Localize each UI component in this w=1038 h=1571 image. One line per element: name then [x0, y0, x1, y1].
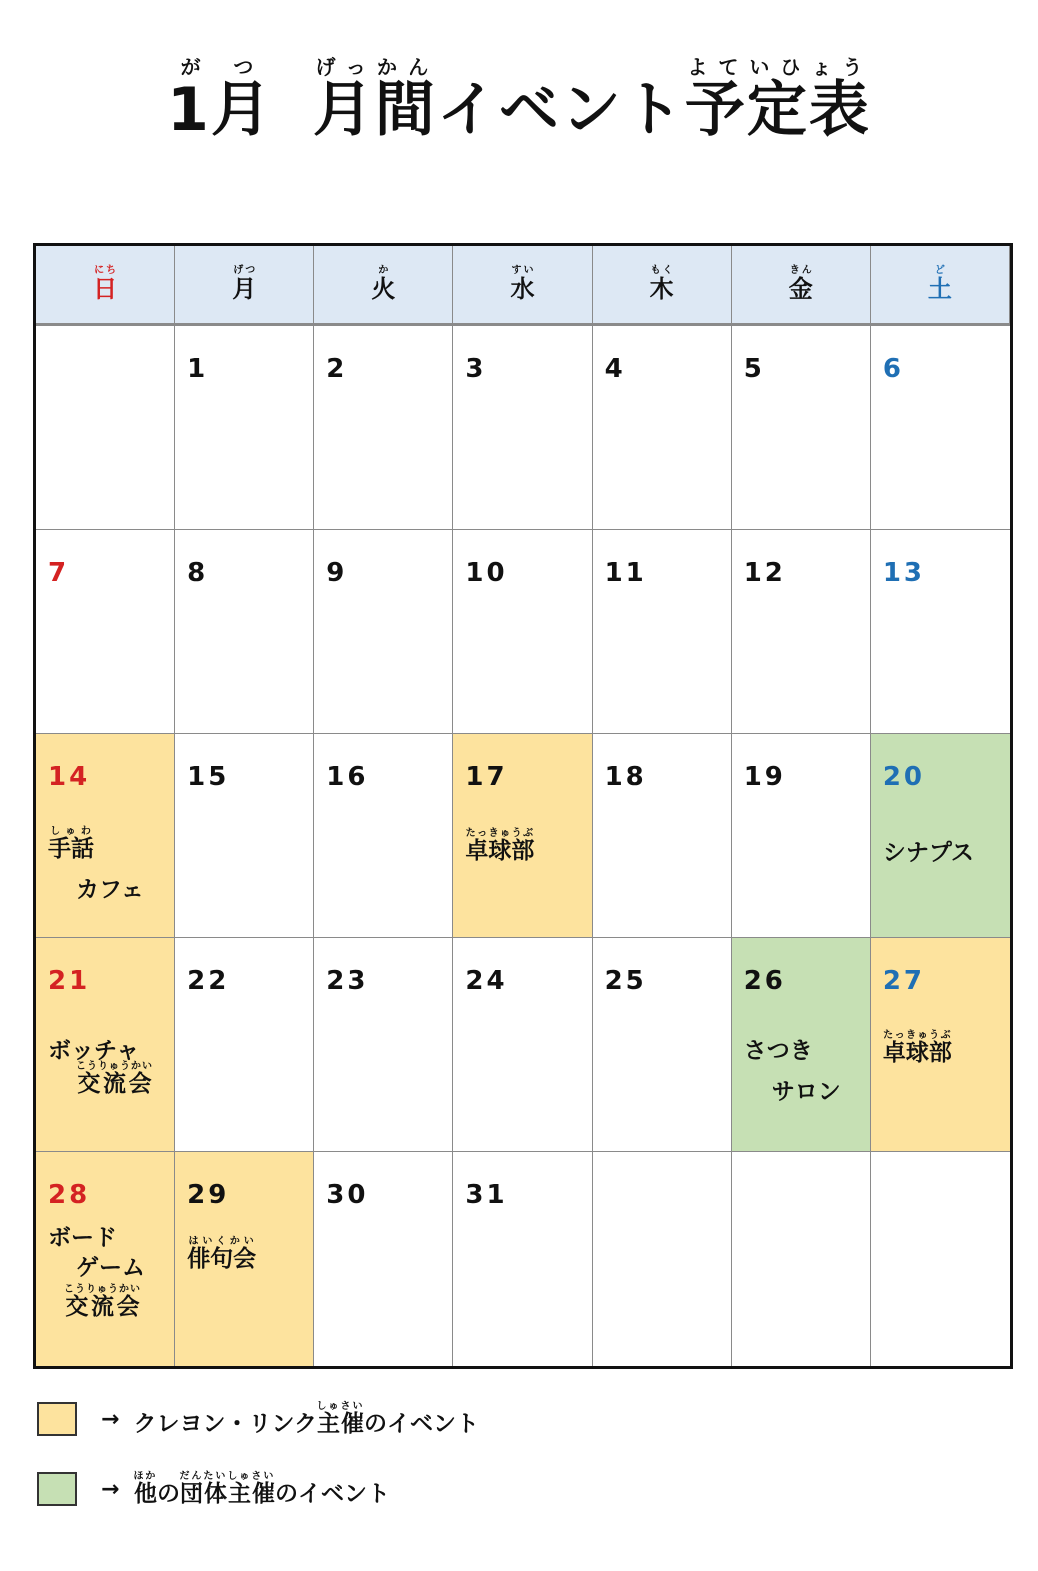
day-number: 5	[743, 354, 765, 384]
legend-swatch-green	[37, 1472, 77, 1506]
day-cell-9	[314, 530, 453, 734]
event-reading: たっきゅうぶ	[882, 1030, 952, 1041]
legend	[37, 1384, 737, 1524]
legend-text-part: 他	[133, 1480, 158, 1507]
day-number: 24	[465, 966, 508, 996]
day-number: 27	[882, 966, 926, 996]
day-cell-24	[453, 938, 592, 1152]
day-number: 28	[48, 1180, 91, 1210]
calendar-grid	[33, 243, 1013, 1369]
event-text: 卓球部	[465, 838, 535, 864]
event-synapse	[883, 838, 1010, 869]
day-cell-13	[871, 530, 1010, 734]
weekday-label: 水	[510, 275, 535, 303]
legend-text-part: のイベント	[274, 1480, 390, 1507]
day-number: 16	[326, 762, 369, 792]
day-number: 8	[187, 558, 209, 588]
day-number: 10	[465, 558, 508, 588]
legend-text-crayon-link	[133, 1401, 479, 1438]
day-cell-22	[175, 938, 314, 1152]
day-number: 17	[465, 762, 508, 792]
day-number: 9	[326, 558, 348, 588]
event-haikukai	[187, 1236, 313, 1275]
day-number: 19	[743, 762, 786, 792]
weekday-header-sat	[871, 246, 1010, 326]
day-cell-23	[314, 938, 453, 1152]
day-number: 11	[604, 558, 647, 588]
day-cell-11	[593, 530, 732, 734]
title-word1	[312, 55, 437, 145]
weekday-label: 木	[649, 275, 674, 303]
title-month	[167, 55, 273, 145]
day-number: 29	[187, 1180, 230, 1210]
legend-text-part: クレヨン・リンク	[133, 1410, 317, 1437]
weekday-reading: すい	[510, 265, 535, 276]
day-number: 4	[604, 354, 626, 384]
legend-reading: しゅさい	[316, 1400, 365, 1412]
day-cell-31	[453, 1152, 592, 1366]
weekday-header-mon	[175, 246, 314, 326]
title-word3-text: 予定表	[684, 75, 871, 145]
day-number: 15	[187, 762, 230, 792]
legend-text-other-group	[133, 1471, 390, 1508]
page-title-wrap	[0, 56, 1038, 148]
legend-row-other-group	[37, 1454, 737, 1524]
weekday-header-sun	[36, 246, 175, 326]
title-month-reading: がつ	[167, 55, 273, 79]
day-cell-16	[314, 734, 453, 938]
event-text: 俳句会	[187, 1246, 257, 1272]
event-text: 手話	[48, 836, 94, 862]
day-cell-3	[453, 326, 592, 530]
day-cell-20	[871, 734, 1010, 938]
day-cell-15	[175, 734, 314, 938]
day-cell-12	[732, 530, 871, 734]
event-text: サロン	[771, 1079, 841, 1106]
weekday-header-thu	[593, 246, 732, 326]
legend-text-part: 主催	[316, 1410, 365, 1437]
legend-reading: だんたいしゅさい	[179, 1470, 276, 1482]
weekday-reading: げつ	[232, 265, 257, 276]
event-takkyubu-2	[883, 1030, 1010, 1069]
weekday-reading: か	[371, 265, 396, 276]
title-month-text: 1月	[167, 75, 273, 145]
event-reading: たっきゅうぶ	[465, 828, 535, 839]
legend-reading: ほか	[133, 1470, 158, 1482]
day-number: 21	[48, 966, 91, 996]
day-number: 6	[882, 354, 904, 384]
weekday-label: 日	[93, 275, 118, 303]
day-cell-17	[453, 734, 592, 938]
day-cell-30	[314, 1152, 453, 1366]
weekday-reading: ど	[927, 265, 952, 276]
day-number: 13	[882, 558, 926, 588]
event-text: カフェ	[76, 877, 144, 904]
day-cell-25	[593, 938, 732, 1152]
event-text: 交流会	[76, 1071, 153, 1097]
weekday-label: 土	[927, 275, 952, 303]
event-shuwa-cafe	[48, 826, 174, 906]
page-title	[0, 56, 1038, 148]
title-word1-reading: げっかん	[312, 55, 437, 79]
day-cell-4	[593, 326, 732, 530]
day-cell-29	[175, 1152, 314, 1366]
day-number: 23	[326, 966, 369, 996]
event-text: 交流会	[64, 1293, 141, 1320]
day-cell-empty	[871, 1152, 1010, 1366]
day-cell-7	[36, 530, 175, 734]
day-cell-26	[732, 938, 871, 1152]
day-number: 26	[743, 966, 786, 996]
legend-text-part: 団体主催	[179, 1480, 276, 1507]
event-text: さつき	[743, 1038, 813, 1064]
event-reading: こうりゅうかい	[76, 1061, 153, 1072]
title-word3-reading: よていひょう	[684, 55, 871, 79]
day-cell-19	[732, 734, 871, 938]
title-word3	[684, 55, 871, 145]
arrow-icon: →	[101, 1406, 120, 1432]
weekday-label: 火	[371, 275, 396, 303]
event-text: ゲーム	[76, 1254, 145, 1281]
day-cell-2	[314, 326, 453, 530]
day-cell-6	[871, 326, 1010, 530]
day-cell-10	[453, 530, 592, 734]
weekday-reading: きん	[788, 265, 813, 276]
day-cell-empty	[36, 326, 175, 530]
weekday-label: 金	[788, 275, 813, 303]
event-takkyubu	[465, 828, 591, 867]
weekday-reading: にち	[93, 265, 118, 276]
event-reading: こうりゅうかい	[64, 1283, 141, 1295]
weekday-header-tue	[314, 246, 453, 326]
title-word1-text: 月間	[312, 75, 437, 145]
legend-row-crayon-link	[37, 1384, 737, 1454]
event-boccia	[48, 1036, 174, 1100]
event-text: ボッチャ	[48, 1038, 140, 1064]
day-number: 2	[326, 354, 348, 384]
event-text: シナプス	[882, 840, 974, 866]
title-word2: イベント	[436, 75, 685, 145]
event-text: 卓球部	[882, 1040, 952, 1066]
day-number: 7	[48, 558, 70, 588]
day-cell-14	[36, 734, 175, 938]
day-number: 31	[465, 1180, 508, 1210]
event-text: ボード	[48, 1225, 117, 1251]
weekday-reading: もく	[649, 265, 674, 276]
day-cell-8	[175, 530, 314, 734]
day-number: 3	[465, 354, 487, 384]
day-cell-1	[175, 326, 314, 530]
event-reading: はいくかい	[187, 1236, 257, 1247]
event-reading: しゅわ	[48, 826, 94, 837]
legend-swatch-orange	[37, 1402, 77, 1436]
weekday-header-wed	[453, 246, 592, 326]
legend-text-part: のイベント	[363, 1410, 479, 1437]
day-number: 25	[604, 966, 647, 996]
weekday-header-fri	[732, 246, 871, 326]
event-satsuki-salon	[744, 1036, 870, 1108]
day-cell-5	[732, 326, 871, 530]
day-cell-21	[36, 938, 175, 1152]
day-number: 22	[187, 966, 230, 996]
legend-text-part: の	[156, 1480, 180, 1507]
day-number: 20	[882, 762, 926, 792]
day-number: 30	[326, 1180, 369, 1210]
day-number: 18	[604, 762, 647, 792]
day-cell-28	[36, 1152, 175, 1366]
day-number: 14	[48, 762, 91, 792]
day-cell-empty	[732, 1152, 871, 1366]
arrow-icon: →	[101, 1476, 120, 1502]
day-number: 1	[187, 354, 209, 384]
weekday-label: 月	[232, 275, 257, 303]
day-cell-18	[593, 734, 732, 938]
event-boardgame	[48, 1224, 174, 1323]
day-cell-27	[871, 938, 1010, 1152]
day-number: 12	[743, 558, 786, 588]
day-cell-empty	[593, 1152, 732, 1366]
